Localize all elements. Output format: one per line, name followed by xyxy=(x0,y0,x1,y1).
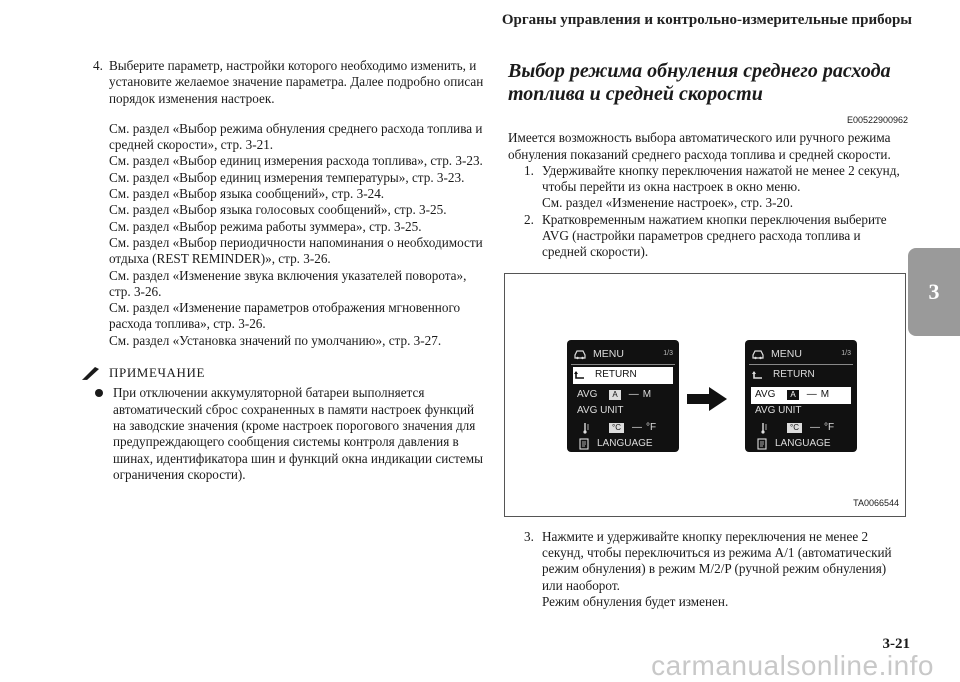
page-number: 3-21 xyxy=(882,636,910,652)
bullet-dot xyxy=(95,389,103,397)
reference-item: См. раздел «Установка значений по умолчанию», стр. 3-27. xyxy=(109,332,442,348)
fahrenheit-label: °F xyxy=(823,422,835,434)
dash: — xyxy=(631,422,642,434)
avg-unit-row xyxy=(751,403,851,420)
dash: — xyxy=(628,389,639,401)
menu-figure xyxy=(504,273,906,517)
temperature-row xyxy=(573,420,673,437)
step-text: Выберите параметр, настройки которого необходимо изменить, и установите желаемое значение параметра. Далее подробно описан порядок изменения настроек. xyxy=(109,58,484,106)
right-column xyxy=(508,60,908,610)
avg-a-badge: A xyxy=(787,390,798,400)
chapter-number: 3 xyxy=(928,279,940,304)
step-number: 3. xyxy=(524,528,534,544)
return-arrow-icon xyxy=(573,369,587,381)
dash: — xyxy=(809,422,820,434)
watermark: carmanualsonline.info xyxy=(651,650,934,681)
step-number: 2. xyxy=(524,211,534,227)
intro-paragraph: Имеется возможность выбора автоматического или ручного режима обнуления показаний среднего расхода топлива и средней скорости. xyxy=(508,130,891,162)
divider xyxy=(571,364,675,365)
step-number: 4. xyxy=(93,58,103,73)
return-row xyxy=(573,367,673,384)
running-header: Органы управления и контрольно-измерительные приборы xyxy=(501,12,912,28)
pen-note-icon xyxy=(81,365,103,381)
display-screen-before xyxy=(567,340,679,452)
divider xyxy=(749,364,853,365)
menu-label: MENU xyxy=(771,348,802,361)
avg-row xyxy=(751,387,851,404)
step-reference: См. раздел «Изменение настроек», стр. 3-20. xyxy=(542,195,794,211)
step-text: Нажмите и удерживайте кнопку переключения не менее 2 секунд, чтобы переключиться из режима A/1 (автоматический режим обнуления) в режим M/2/P (ручной режим обнуления) или наоборот. xyxy=(542,528,892,593)
car-icon xyxy=(751,348,765,360)
step-body xyxy=(542,529,908,610)
reference-item: См. раздел «Изменение параметров отображения мгновенного расхода топлива», стр. 3-26. xyxy=(109,300,461,332)
reference-item: См. раздел «Выбор режима работы зуммера», стр. 3-25. xyxy=(109,218,422,234)
note-bullet xyxy=(93,385,485,483)
avg-unit-label: AVG UNIT xyxy=(755,405,802,417)
menu-label: MENU xyxy=(593,348,624,361)
step-1 xyxy=(524,163,908,212)
reference-item: См. раздел «Выбор языка сообщений», стр. 3-24. xyxy=(109,186,385,202)
return-arrow-icon xyxy=(751,369,765,381)
step-3 xyxy=(524,529,908,610)
fahrenheit-label: °F xyxy=(645,422,657,434)
chapter-tab xyxy=(908,248,960,336)
note-title: ПРИМЕЧАНИЕ xyxy=(109,365,206,381)
avg-unit-label: AVG UNIT xyxy=(577,405,624,417)
note-header xyxy=(81,365,485,381)
reference-list xyxy=(109,121,485,349)
language-row xyxy=(573,436,673,453)
celsius-badge: °C xyxy=(787,423,802,433)
reference-item: См. раздел «Выбор единиц измерения расхода топлива», стр. 3-23. xyxy=(109,153,483,169)
note-text: При отключении аккумуляторной батареи выполняется автоматический сброс сохраненных в памяти настроек функций на заводские значения (кроме настроек порогового значения для предупреждающего сообщения системы контроля давления в шинах, идентификатора шин и функций окна индикации системы ограничения скорости). xyxy=(113,385,483,482)
menu-page: 1/3 xyxy=(841,350,851,358)
step-body xyxy=(542,163,908,212)
temperature-row xyxy=(751,420,851,437)
language-label: LANGUAGE xyxy=(775,438,831,450)
avg-a-badge: A xyxy=(609,390,620,400)
step-result: Режим обнуления будет изменен. xyxy=(542,593,729,609)
avg-label: AVG xyxy=(755,389,776,401)
menu-row xyxy=(573,346,673,363)
step-4 xyxy=(93,58,485,107)
reference-item: См. раздел «Выбор языка голосовых сообщений», стр. 3-25. xyxy=(109,202,447,218)
avg-unit-row xyxy=(573,403,673,420)
language-book-icon xyxy=(577,438,591,450)
avg-row xyxy=(573,387,673,404)
step-2 xyxy=(524,212,908,261)
step-text: Удерживайте кнопку переключения нажатой не менее 2 секунд, чтобы перейти из окна настроек в окно меню. xyxy=(542,162,900,195)
left-column xyxy=(93,58,485,483)
return-row xyxy=(751,367,851,384)
display-screen-after xyxy=(745,340,857,452)
thermometer-icon xyxy=(579,422,593,434)
language-label: LANGUAGE xyxy=(597,438,653,450)
return-label: RETURN xyxy=(595,369,637,381)
avg-label: AVG xyxy=(577,389,598,401)
step-text: Кратковременным нажатием кнопки переключения выберите AVG (настройки параметров среднего расхода топлива и средней скорости). xyxy=(542,211,887,260)
step-number: 1. xyxy=(524,162,534,178)
menu-row xyxy=(751,346,851,363)
figure-code: TA0066544 xyxy=(853,498,899,509)
transition-arrow-icon xyxy=(687,386,727,412)
language-row xyxy=(751,436,851,453)
dash: — xyxy=(806,389,817,401)
reference-item: См. раздел «Выбор режима обнуления среднего расхода топлива и средней скорости», стр. 3-21. xyxy=(109,120,483,153)
reference-item: См. раздел «Выбор единиц измерения температуры», стр. 3-23. xyxy=(109,169,465,185)
section-title: Выбор режима обнуления среднего расхода топлива и средней скорости xyxy=(508,60,891,105)
avg-m-label: M xyxy=(642,389,652,401)
menu-page: 1/3 xyxy=(663,350,673,358)
language-book-icon xyxy=(755,438,769,450)
return-label: RETURN xyxy=(773,369,815,381)
reference-item: См. раздел «Выбор периодичности напоминания о необходимости отдыха (REST REMINDER)», стр. 3-26. xyxy=(109,234,483,267)
reference-item: См. раздел «Изменение звука включения указателей поворота», стр. 3-26. xyxy=(109,267,467,299)
section-code: E00522900962 xyxy=(846,115,908,125)
avg-m-label: M xyxy=(820,389,830,401)
thermometer-icon xyxy=(757,422,771,434)
celsius-badge: °C xyxy=(609,423,624,433)
car-icon xyxy=(573,348,587,360)
